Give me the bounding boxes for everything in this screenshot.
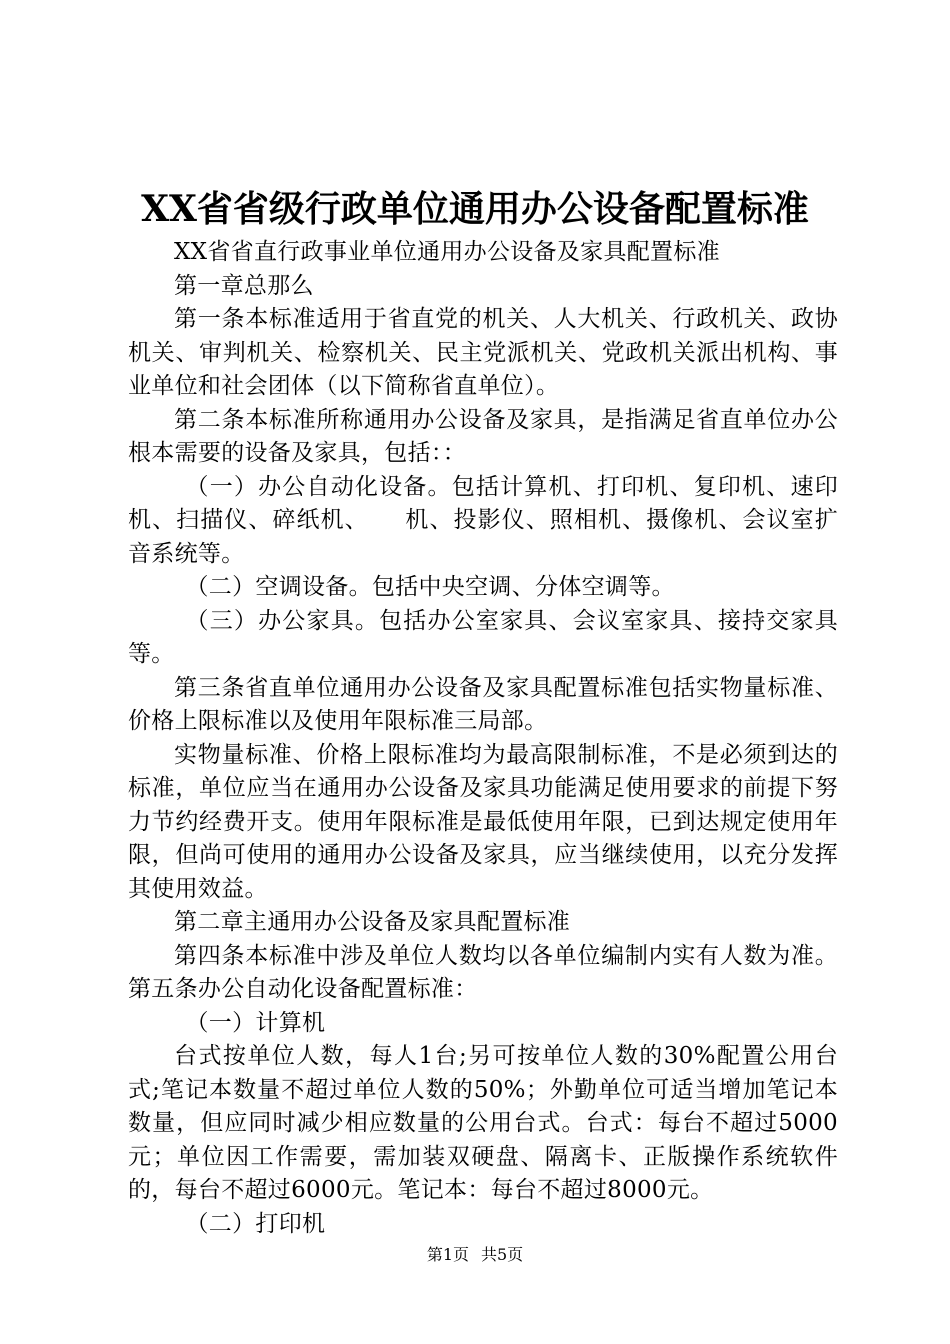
subtitle-paragraph: XX省省直行政事业单位通用办公设备及家具配置标准	[174, 239, 720, 265]
body-paragraph: 台式按单位人数，每人1台;另可按单位人数的30%配置公用台式;笔记本数量不超过单位人数的50%；外勤单位可适当增加笔记本数量，但应同时减少相应数量的公用台式。台式：每台不超过5000元；单位因工作需要，需加装双硬盘、隔离卡、正版操作系统软件的，每台不超过6000元。笔记本：每台不超过8000元。	[128, 1043, 838, 1203]
chapter-heading: 第一章总那么	[174, 272, 314, 299]
page-footer	[0, 1244, 950, 1266]
list-item-paragraph: （一）办公自动化设备。包括计算机、打印机、复印机、速印机、扫描仪、碎纸机、 机、投影仪、照相机、摄像机、会议室扩音系统等。	[128, 473, 838, 567]
article-paragraph: 第一条本标准适用于省直党的机关、人大机关、行政机关、政协机关、审判机关、检察机关、民主党派机关、党政机关派出机构、事业单位和社会团体（以下简称省直单位）。	[128, 306, 838, 399]
list-item-paragraph: （三）办公家具。包括办公室家具、会议室家具、接持交家具等。	[128, 607, 838, 667]
list-item-paragraph: （二）打印机	[185, 1210, 326, 1237]
list-item-paragraph: （二）空调设备。包括中央空调、分体空调等。	[185, 574, 675, 600]
document-body	[128, 236, 838, 1241]
page-number: 第1页	[426, 1245, 469, 1264]
page-total: 共5页	[481, 1245, 524, 1264]
document-title: XX省省级行政单位通用办公设备配置标准	[141, 188, 809, 230]
article-paragraph: 第三条省直单位通用办公设备及家具配置标准包括实物量标准、价格上限标准以及使用年限标准三局部。	[128, 674, 838, 734]
article-paragraph: 第二条本标准所称通用办公设备及家具，是指满足省直单位办公根本需要的设备及家具，包括：：	[128, 406, 838, 466]
chapter-heading: 第二章主通用办公设备及家具配置标准	[174, 909, 571, 935]
article-paragraph: 第四条本标准中涉及单位人数均以各单位编制内实有人数为准。第五条办公自动化设备配置标准：	[128, 942, 838, 1002]
body-paragraph: 实物量标准、价格上限标准均为最高限制标准，不是必须到达的标准，单位应当在通用办公设备及家具功能满足使用要求的前提下努力节约经费开支。使用年限标准是最低使用年限，已到达规定使用年限，但尚可使用的通用办公设备及家具，应当继续使用，以充分发挥其使用效益。	[128, 741, 838, 902]
list-item-paragraph: （一）计算机	[185, 1009, 326, 1036]
